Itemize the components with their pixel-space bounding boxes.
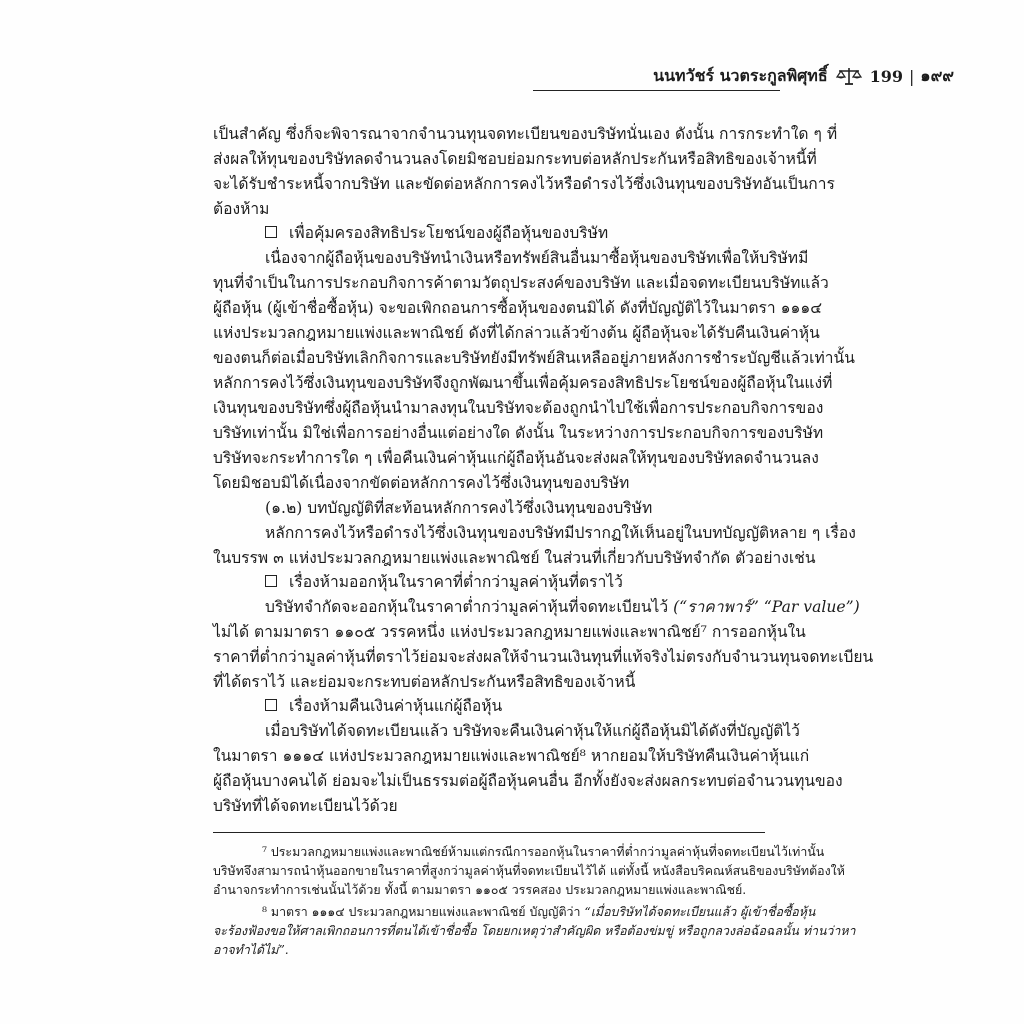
header-author: นนทวัชร์ นวตระกูลพิศุทธิ์ — [653, 65, 828, 85]
checkbox-bullet-icon — [265, 699, 277, 711]
body-line: เงินทุนของบริษัทซึ่งผู้ถือหุ้นนำมาลงทุนในบริษัทจะต้องถูกนำไปใช้เพื่อการประกอบกิจการของ — [213, 399, 824, 417]
body-line: ผู้ถือหุ้น (ผู้เข้าชื่อซื้อหุ้น) จะขอเพิกถอนการซื้อหุ้นของตนมิได้ ดังที่บัญญัติไว้ในมาตรา ๑๑๑๔ — [213, 299, 823, 317]
body-line: แห่งประมวลกฎหมายแพ่งและพาณิชย์ ดังที่ได้กล่าวแล้วข้างต้น ผู้ถือหุ้นจะได้รับคืนเงินค่าหุ้น — [213, 324, 820, 342]
page-number-thai: ๑๙๙ — [920, 65, 954, 85]
footnote-line: จะร้องฟ้องขอให้ศาลเพิกถอนการที่ตนได้เข้าชื่อซื้อ โดยยกเหตุว่าสำคัญผิด หรือต้องข่มขู่ หรือถูกลวงล่อฉ้อฉลนั้น ท่านว่าหา — [213, 923, 856, 938]
footnote-rule — [213, 832, 765, 833]
footnote-line: อำนาจกระทำการเช่นนั้นไว้ด้วย ทั้งนี้ ตามมาตรา ๑๑๐๕ วรรคสอง ประมวลกฎหมายแพ่งและพาณิชย์. — [213, 882, 747, 897]
bullet-item — [265, 571, 765, 593]
bullet-text: เพื่อคุ้มครองสิทธิประโยชน์ของผู้ถือหุ้นของบริษัท — [289, 224, 609, 242]
body-text: บริษัทจำกัดจะออกหุ้นในราคาต่ำกว่ามูลค่าหุ้นที่จดทะเบียนไว้ — [265, 598, 674, 616]
body-line: ในมาตรา ๑๑๑๔ แห่งประมวลกฎหมายแพ่งและพาณิชย์⁸ หากยอมให้บริษัทคืนเงินค่าหุ้นแก่ — [213, 747, 810, 765]
header-rule — [533, 90, 780, 91]
body-line: ทุนที่จำเป็นในการประกอบกิจการค้าตามวัตถุประสงค์ของบริษัท และเมื่อจดทะเบียนบริษัทแล้ว — [213, 274, 829, 292]
bullet-item — [265, 222, 765, 244]
body-line: ไม่ได้ ตามมาตรา ๑๑๐๕ วรรคหนึ่ง แห่งประมวลกฎหมายแพ่งและพาณิชย์⁷ การออกหุ้นใน — [213, 623, 806, 641]
header-separator: | — [909, 66, 915, 86]
body-line — [265, 596, 860, 618]
body-line: หลักการคงไว้ซึ่งเงินทุนของบริษัทจึงถูกพัฒนาขึ้นเพื่อคุ้มครองสิทธิประโยชน์ของผู้ถือหุ้นในแง่ที่ — [213, 374, 833, 392]
body-line: จะได้รับชำระหนี้จากบริษัท และขัดต่อหลักการคงไว้หรือดำรงไว้ซึ่งเงินทุนของบริษัทอันเป็นการ — [213, 175, 835, 193]
body-line: โดยมิชอบมิได้เนื่องจากขัดต่อหลักการคงไว้ซึ่งเงินทุนของบริษัท — [213, 474, 630, 492]
page-number: 199 — [869, 66, 904, 86]
body-line: ในบรรพ ๓ แห่งประมวลกฎหมายแพ่งและพาณิชย์ ในส่วนที่เกี่ยวกับบริษัทจำกัด ตัวอย่างเช่น — [213, 549, 816, 567]
body-line: ของตนก็ต่อเมื่อบริษัทเลิกกิจการและบริษัทยังมีทรัพย์สินเหลืออยู่ภายหลังการชำระบัญชีแล้วเท่านั้น — [213, 349, 855, 367]
scales-of-justice-icon — [836, 66, 862, 86]
body-line: ส่งผลให้ทุนของบริษัทลดจำนวนลงโดยมิชอบย่อมกระทบต่อหลักประกันหรือสิทธิของเจ้าหนี้ที่ — [213, 150, 817, 168]
checkbox-bullet-icon — [265, 575, 277, 587]
body-line: เป็นสำคัญ ซึ่งก็จะพิจารณาจากจำนวนทุนจดทะเบียนของบริษัทนั่นเอง ดังนั้น การกระทำใด ๆ ที่ — [213, 125, 838, 143]
bullet-item — [265, 695, 765, 717]
footnote-line: บริษัทจึงสามารถนำหุ้นออกขายในราคาที่สูงกว่ามูลค่าหุ้นที่จดทะเบียนไว้ได้ แต่ทั้งนี้ หนังสือบริคณห์สนธิของบริษัทต้องให้ — [213, 863, 845, 878]
body-line: ที่ได้ตราไว้ และย่อมจะกระทบต่อหลักประกันหรือสิทธิของเจ้าหนี้ — [213, 673, 636, 691]
body-line: บริษัทจะกระทำการใด ๆ เพื่อคืนเงินค่าหุ้นแก่ผู้ถือหุ้นอันจะส่งผลให้ทุนของบริษัทลดจำนวนลง — [213, 449, 819, 467]
running-header — [520, 63, 960, 89]
footnote-quote: “เมื่อบริษัทได้จดทะเบียนแล้ว ผู้เข้าชื่อซื้อหุ้น — [584, 904, 816, 919]
footnote-text: ⁸ มาตรา ๑๑๑๔ ประมวลกฎหมายแพ่งและพาณิชย์ บัญญัติว่า — [262, 904, 585, 919]
footnote-line — [262, 902, 816, 921]
body-line: เนื่องจากผู้ถือหุ้นของบริษัทนำเงินหรือทรัพย์สินอื่นมาซื้อหุ้นของบริษัทเพื่อให้บริษัทมี — [265, 249, 809, 267]
body-line: ผู้ถือหุ้นบางคนได้ ย่อมจะไม่เป็นธรรมต่อผู้ถือหุ้นคนอื่น อีกทั้งยังจะส่งผลกระทบต่อจำนวนทุนของ — [213, 772, 843, 790]
body-line: ราคาที่ต่ำกว่ามูลค่าหุ้นที่ตราไว้ย่อมจะส่งผลให้จำนวนเงินทุนที่แท้จริงไม่ตรงกับจำนวนทุนจดทะเบียน — [213, 648, 874, 666]
body-line: ต้องห้าม — [213, 200, 270, 218]
bullet-text: เรื่องห้ามคืนเงินค่าหุ้นแก่ผู้ถือหุ้น — [289, 697, 503, 715]
checkbox-bullet-icon — [265, 226, 277, 238]
body-line: บริษัทที่ได้จดทะเบียนไว้ด้วย — [213, 797, 398, 815]
bullet-text: เรื่องห้ามออกหุ้นในราคาที่ต่ำกว่ามูลค่าหุ้นที่ตราไว้ — [289, 573, 623, 591]
body-line: บริษัทเท่านั้น มิใช่เพื่อการอย่างอื่นแต่อย่างใด ดังนั้น ในระหว่างการประกอบกิจการของบริษัท — [213, 424, 824, 442]
footnote-line: อาจทำได้ไม่”. — [213, 942, 289, 957]
body-line: หลักการคงไว้หรือดำรงไว้ซึ่งเงินทุนของบริษัทมีปรากฏให้เห็นอยู่ในบทบัญญัติหลาย ๆ เรื่อง — [265, 524, 856, 542]
section-heading: (๑.๒) บทบัญญัติที่สะท้อนหลักการคงไว้ซึ่งเงินทุนของบริษัท — [265, 499, 653, 517]
footnote-line: ⁷ ประมวลกฎหมายแพ่งและพาณิชย์ห้ามแต่กรณีการออกหุ้นในราคาที่ต่ำกว่ามูลค่าหุ้นที่จดทะเบียนไว้เท่านั้น — [262, 844, 825, 859]
body-line: เมื่อบริษัทได้จดทะเบียนแล้ว บริษัทจะคืนเงินค่าหุ้นให้แก่ผู้ถือหุ้นมิได้ดังที่บัญญัติไว้ — [265, 722, 800, 740]
par-value-term: (“ราคาพาร์” “Par value”) — [673, 598, 860, 616]
